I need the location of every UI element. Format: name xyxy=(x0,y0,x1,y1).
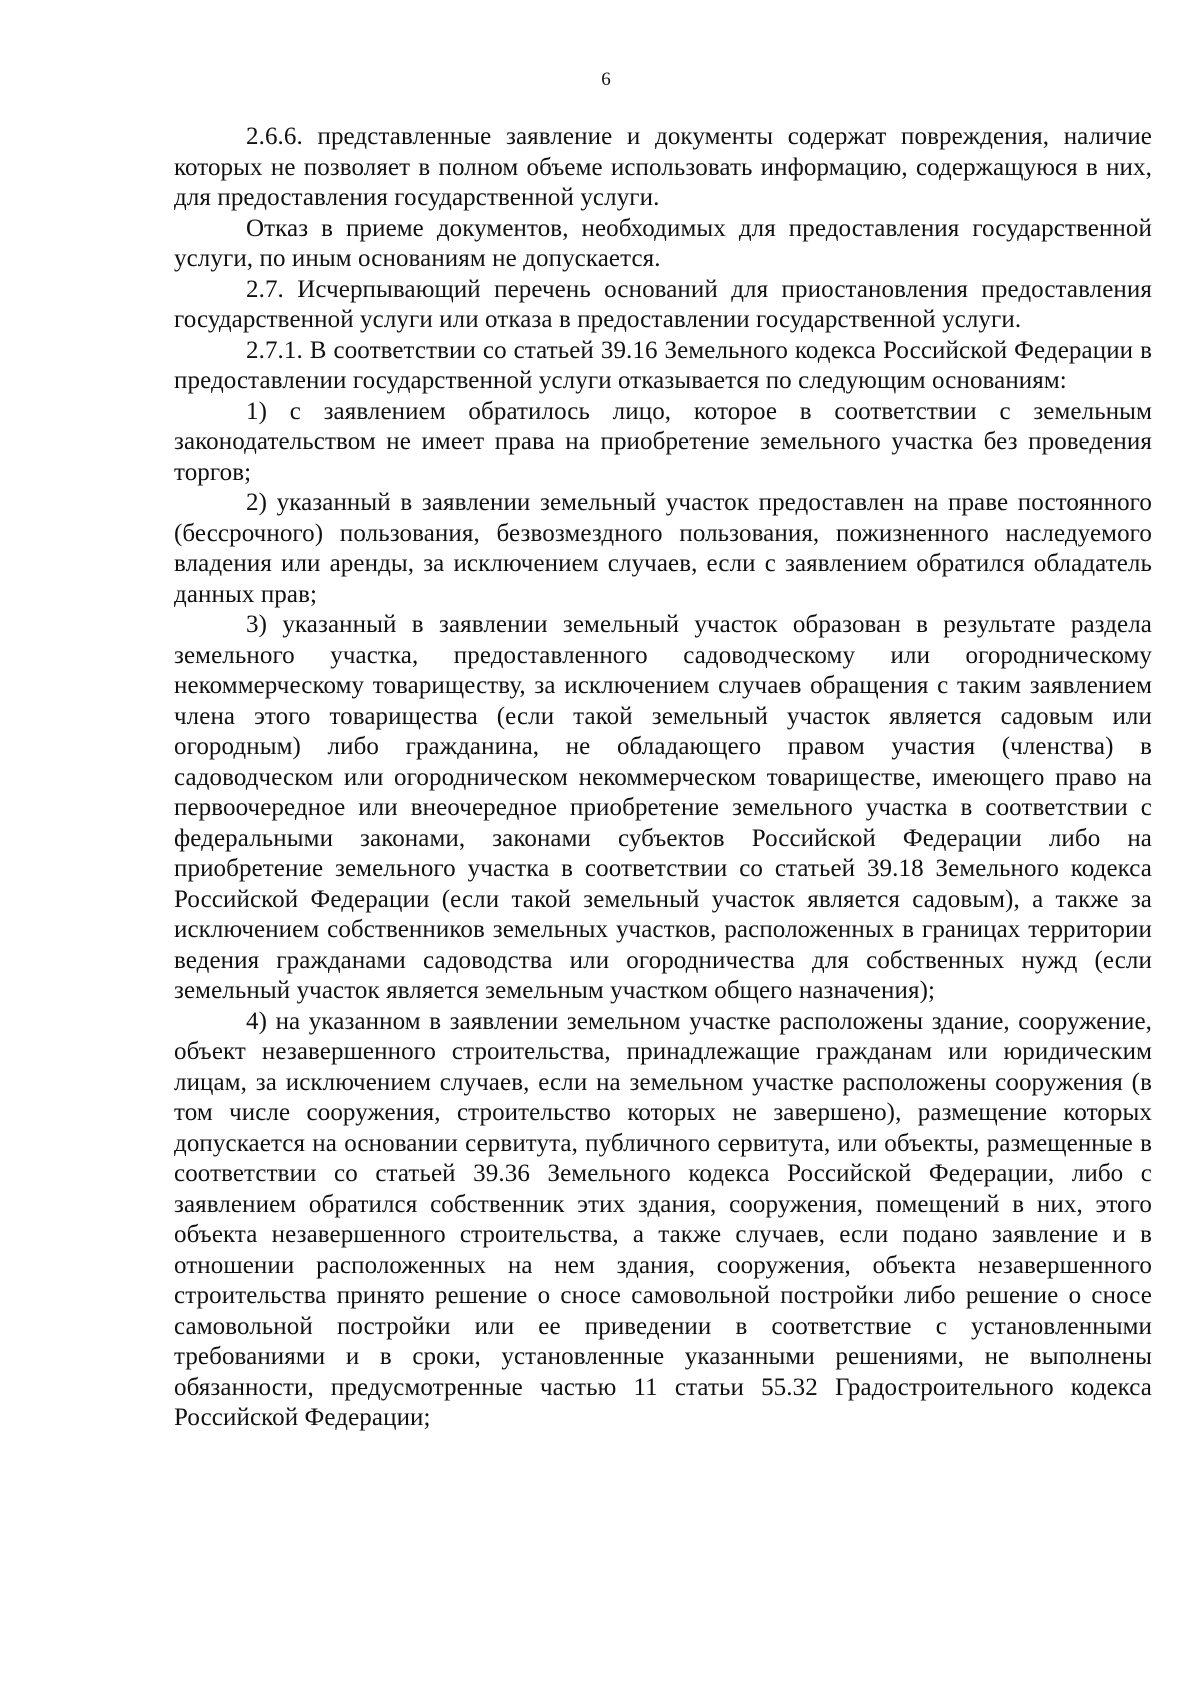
paragraph-2-6-6: 2.6.6. представленные заявление и документы содержат повреждения, наличие которых не позволяет в полном объеме использовать информацию, содержащуюся в них, для предоставления государственной услуги. xyxy=(174,123,1152,211)
list-item-3: 3) указанный в заявлении земельный участок образован в результате раздела земельного участка, предоставленного садоводческому или огородническому некоммерческому товариществу, за исключением случаев обращения с таким заявлением члена этого товарищества (если такой земельный участок является садовым или огородным) либо гражданина, не обладающего правом участия (членства) в садоводческом или огородническом некоммерческом товариществе, имеющего право на первоочередное или внеочередное приобретение земельного участка в соответствии с федеральными законами, законами субъектов Российской Федерации либо на приобретение земельного участка в соответствии со статьей 39.18 Земельного кодекса Российской Федерации (если такой земельный участок является садовым), а также за исключением собственников земельных участков, расположенных в границах территории ведения гражданами садоводства или огородничества для собственных нужд (если земельный участок является земельным участком общего назначения); xyxy=(174,611,1152,1004)
list-item-1: 1) с заявлением обратилось лицо, которое в соответствии с земельным законодательством не имеет права на приобретение земельного участка без проведения торгов; xyxy=(174,397,1152,486)
page-number: 6 xyxy=(601,69,611,90)
list-item-4: 4) на указанном в заявлении земельном участке расположены здание, сооружение, объект незавершенного строительства, принадлежащие гражданам или юридическим лицам, за исключением случаев, если на земельном участке расположены сооружения (в том числе сооружения, строительство которых не завершено), размещение которых допускается на основании сервитута, публичного сервитута, или объекты, размещенные в соответствии со статьей 39.36 Земельного кодекса Российской Федерации, либо с заявлением обратился собственник этих здания, сооружения, помещений в них, этого объекта незавершенного строительства, а также случаев, если подано заявление и в отношении расположенных на нем здания, сооружения, объекта незавершенного строительства принято решение о сносе самовольной постройки либо решение о сносе самовольной постройки или ее приведении в соответствие с установленными требованиями и в сроки, установленные указанными решениями, не выполнены обязанности, предусмотренные частью 11 статьи 55.32 Градостроительного кодекса Российской Федерации; xyxy=(174,1007,1152,1431)
document-body xyxy=(174,122,1152,1434)
paragraph-2-7: 2.7. Исчерпывающий перечень оснований для приостановления предоставления государственной услуги или отказа в предоставлении государственной услуги. xyxy=(174,275,1152,333)
list-item-2: 2) указанный в заявлении земельный участок предоставлен на праве постоянного (бессрочного) пользования, безвозмездного пользования, пожизненного наследуемого владения или аренды, за исключением случаев, если с заявлением обратился обладатель данных прав; xyxy=(174,489,1152,608)
paragraph-refusal-other-grounds: Отказ в приеме документов, необходимых для предоставления государственной услуги, по иным основаниям не допускается. xyxy=(174,214,1152,272)
paragraph-2-7-1: 2.7.1. В соответствии со статьей 39.16 Земельного кодекса Российской Федерации в предоставлении государственной услуги отказывается по следующим основаниям: xyxy=(174,336,1152,394)
